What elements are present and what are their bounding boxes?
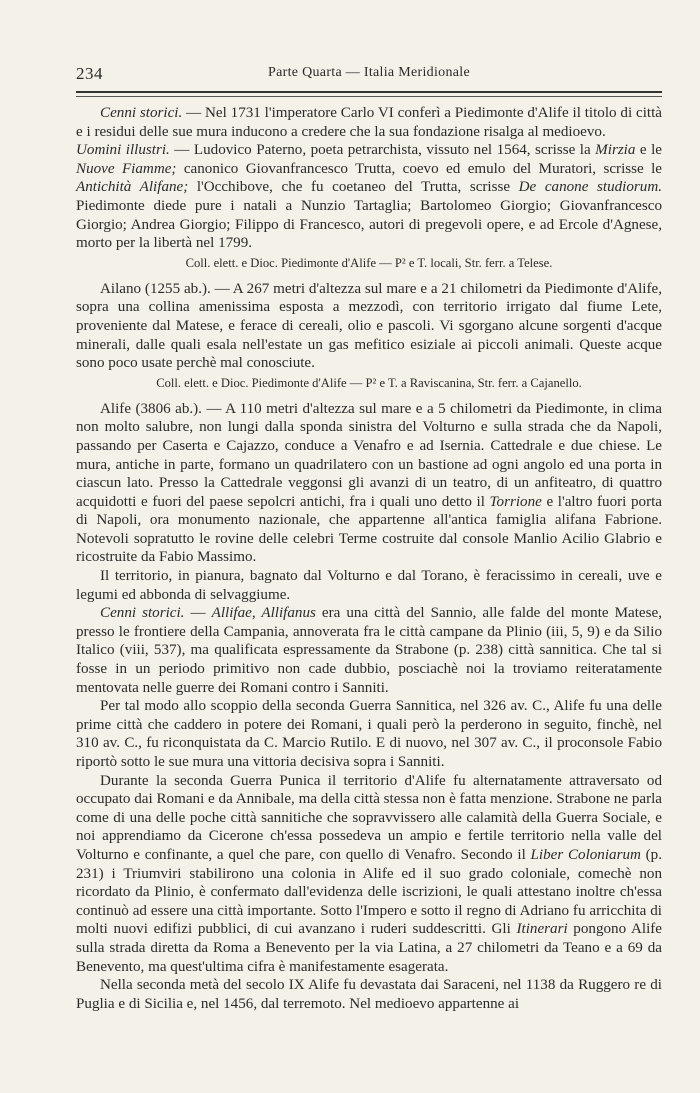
- alife-medioevo: Nella seconda metà del secolo IX Alife fu devastata dai Saraceni, nel 1138 da Ruggero re di Puglia e di Sicilia e, nel 1456, dal terremoto. Nel medioevo appartenne ai: [76, 977, 662, 1012]
- piedimonte-cenni-storici: Cenni storici. — Nel 1731 l'imperatore Carlo VI conferì a Piedimonte d'Alife il titolo di città e i residui delle sue mura inducono a credere che la sua fondazione risalga al medioevo.: [76, 105, 662, 140]
- page-body: [76, 104, 662, 1013]
- header-rule-thick: [76, 91, 662, 93]
- alife-entry: Alife (3806 ab.). — A 110 metri d'altezza sul mare e a 5 chilometri da Piedimonte, in clima non molto salubre, non lungi dalla sponda sinistra del Volturno e sulla strada che da Napoli, passando per Caserta e Cajazzo, conduce a Venafro e ad Isernia. Cattedrale e due chiese. Le mura, antiche in parte, formano un quadrilatero con un bastione ad ogni angolo ed una porta in ciascun lato. Presso la Cattedrale veggonsi gli avanzi di un teatro, di un anfiteatro, di quattro acquidotti e fuori del paese sepolcri antichi, fra i quali uno detto il Torrione e l'altro fuori porta di Napoli, ora monumento nazionale, che appartenne all'antica famiglia alifana Fabrione. Notevoli sopratutto le rovine delle celebri Terme costruite dal console Manlio Acilio Glabrio e ricostruite da Fabio Massimo.: [76, 400, 662, 566]
- piedimonte-collegio-note: Coll. elett. e Dioc. Piedimonte d'Alife — P² e T. locali, Str. ferr. a Telese.: [185, 255, 553, 270]
- page-header: [76, 62, 662, 88]
- alife-guerra-sannitica: Per tal modo allo scoppio della seconda Guerra Sannitica, nel 326 av. C., Alife fu una delle prime città che caddero in potere dei Romani, i quali però la perderono in seguito, finchè, nel 310 av. C., fu riconquistata da C. Marcio Rutilo. E di nuovo, nel 307 av. C., il proconsole Fabio riportò sotto le sue mura una vittoria decisiva sopra i Sanniti.: [76, 698, 662, 770]
- ailano-collegio-note: Coll. elett. e Dioc. Piedimonte d'Alife — P² e T. a Raviscanina, Str. ferr. a Cajanello.: [156, 375, 582, 390]
- ailano-entry: Ailano (1255 ab.). — A 267 metri d'altezza sul mare e a 21 chilometri da Piedimonte d'Alife, sopra una collina amenissima esposta a mezzodì, con territorio irrigato dal fiume Lete, proveniente dal Matese, e ferace di cereali, olio e pascoli. Vi sgorgano alcune sorgenti d'acque minerali, dalle quali esala nell'estate un gas mefitico esiziale ai piccoli animali. Queste acque sono poco usate perchè mal conosciute.: [76, 280, 662, 372]
- alife-cenni-storici: Cenni storici. — Allifae, Allifanus era una città del Sannio, alle falde del monte Matese, presso le frontiere della Campania, annoverata fra le città campane da Plinio (iii, 5, 9) e da Silio Italico (viii, 537), ma qualificata espressamente da Strabone (p. 238) città sannitica. Che tal si fosse in un periodo primitivo non cade dubbio, posciachè noi la troviamo reiteratamente mentovata nelle guerre dei Romani contro i Sanniti.: [76, 605, 662, 696]
- running-head: Parte Quarta — Italia Meridionale: [268, 65, 470, 80]
- alife-territorio: Il territorio, in pianura, bagnato dal Volturno e dal Torano, è feracissimo in cereali, uve e legumi ed abbonda di selvaggiume.: [76, 568, 662, 603]
- alife-guerra-punica: Durante la seconda Guerra Punica il territorio d'Alife fu alternatamente attraversato od occupato dai Romani e da Annibale, ma della città stessa non è fatta menzione. Strabone ne parla come di una delle poche città sannitiche che sopravvissero alle calamità della Guerra Sociale, e noi apprendiamo da Cicerone ch'essa possedeva un ampio e fertile territorio nella valle del Volturno e confinante, a quel che pare, con quello di Venafro. Secondo il Liber Coloniarum (p. 231) i Triumviri stabilirono una colonia in Alife ed il suo grado coloniale, comechè non ricordato da Plinio, è confermato dall'evidenza delle iscrizioni, le quali attestano inoltre ch'essa continuò ad essere una città importante. Sotto l'Impero e sotto il regno di Adriano fu arricchita di molti nuovi edifizi pubblici, di cui avanzano i ruderi suddescritti. Gli Itinerari pongono Alife sulla strada diretta da Roma a Benevento per la via Latina, a 27 chilometri da Teano e a 69 da Benevento, ma quest'ultima cifra è manifestamente esagerata.: [76, 772, 662, 975]
- cenni-storici-label: Cenni storici.: [100, 105, 183, 121]
- page-number: 234: [76, 64, 103, 83]
- uomini-illustri-label: Uomini illustri.: [76, 142, 170, 159]
- header-rule-thin: [76, 96, 662, 97]
- piedimonte-uomini-illustri: Uomini illustri. — Ludovico Paterno, poeta petrarchista, vissuto nel 1564, scrisse la Mirzia e le Nuove Fiamme; canonico Giovanfrancesco Trutta, coevo ed emulo del Muratori, scrisse le Antichità Alifane; l'Occhibove, che fu coetaneo del Trutta, scrisse De canone studiorum. Piedimonte diede pure i natali a Nunzio Tartaglia; Bartolomeo Giorgio; Giovanfrancesco Giorgio; Andrea Giorgio; Filippo di Francesco, autori di pregevoli opere, e ad Ercole d'Agnese, morto per la libertà nel 1799.: [76, 142, 663, 252]
